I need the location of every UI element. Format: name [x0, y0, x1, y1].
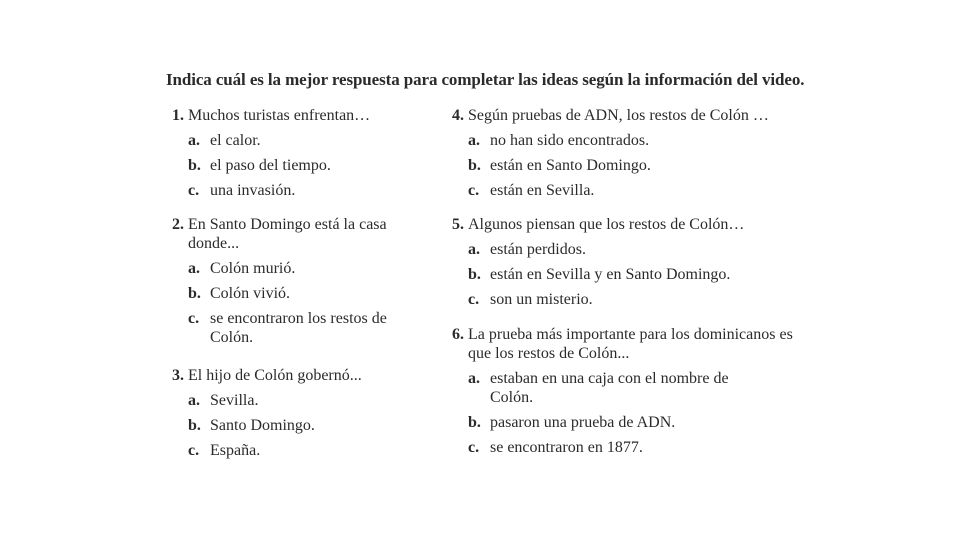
question-number: 1. — [172, 107, 184, 124]
option-letter: c. — [188, 182, 200, 199]
option-letter: b. — [468, 266, 481, 283]
option-text: se encontraron los restos de Colón. — [210, 310, 387, 346]
option-c — [188, 181, 412, 200]
option-c — [188, 309, 407, 347]
option-letter: c. — [188, 310, 200, 327]
option-letter: b. — [468, 414, 481, 431]
option-a — [468, 131, 792, 150]
question-stem — [452, 215, 792, 234]
option-b — [468, 265, 792, 284]
option-letter: c. — [468, 439, 480, 456]
option-a — [468, 369, 738, 407]
option-c — [188, 441, 412, 460]
question-text: La prueba más importante para los dominicanos es que los restos de Colón... — [468, 326, 793, 362]
option-text: estaban en una caja con el nombre de Colón. — [490, 370, 729, 406]
question-number: 6. — [452, 326, 464, 343]
question-text: Según pruebas de ADN, los restos de Colón … — [468, 107, 769, 124]
option-a — [188, 391, 412, 410]
option-letter: b. — [188, 157, 201, 174]
question-text: Muchos turistas enfrentan… — [188, 107, 371, 124]
option-letter: a. — [468, 241, 480, 258]
option-a — [188, 131, 412, 150]
question-6 — [452, 325, 802, 463]
option-b — [188, 156, 412, 175]
option-letter: a. — [468, 370, 480, 387]
instruction-heading: Indica cuál es la mejor respuesta para completar las ideas según la información del video. — [166, 70, 805, 89]
question-number: 2. — [172, 216, 184, 233]
option-text: una invasión. — [210, 182, 296, 199]
option-a — [188, 259, 407, 278]
question-3 — [172, 366, 412, 466]
option-b — [468, 413, 802, 432]
option-text: están en Sevilla. — [490, 182, 595, 199]
option-a — [468, 240, 792, 259]
question-stem — [452, 106, 792, 125]
option-text: están en Santo Domingo. — [490, 157, 651, 174]
question-number: 4. — [452, 107, 464, 124]
question-stem — [172, 106, 412, 125]
option-text: están en Sevilla y en Santo Domingo. — [490, 266, 731, 283]
option-letter: b. — [468, 157, 481, 174]
option-text: Santo Domingo. — [210, 417, 315, 434]
option-text: son un misterio. — [490, 291, 593, 308]
option-letter: b. — [188, 417, 201, 434]
option-text: se encontraron en 1877. — [490, 439, 643, 456]
question-stem — [452, 325, 802, 363]
option-text: el calor. — [210, 132, 261, 149]
option-c — [468, 181, 792, 200]
option-b — [188, 416, 412, 435]
question-1 — [172, 106, 412, 206]
option-text: el paso del tiempo. — [210, 157, 331, 174]
question-5 — [452, 215, 792, 315]
option-text: no han sido encontrados. — [490, 132, 650, 149]
question-text: Algunos piensan que los restos de Colón… — [468, 216, 745, 233]
question-number: 5. — [452, 216, 464, 233]
question-text: En Santo Domingo está la casa donde... — [188, 216, 387, 252]
option-letter: a. — [188, 392, 200, 409]
question-number: 3. — [172, 367, 184, 384]
question-text: El hijo de Colón gobernó... — [188, 367, 362, 384]
option-letter: a. — [468, 132, 480, 149]
option-text: Colón vivió. — [210, 285, 291, 302]
question-2 — [172, 215, 407, 353]
option-text: Colón murió. — [210, 260, 296, 277]
option-b — [468, 156, 792, 175]
option-c — [468, 290, 792, 309]
question-stem — [172, 215, 407, 253]
option-text: Sevilla. — [210, 392, 259, 409]
option-c — [468, 438, 802, 457]
option-letter: a. — [188, 260, 200, 277]
option-letter: c. — [468, 291, 480, 308]
option-letter: a. — [188, 132, 200, 149]
option-b — [188, 284, 407, 303]
option-text: España. — [210, 442, 261, 459]
option-text: están perdidos. — [490, 241, 586, 258]
question-4 — [452, 106, 792, 206]
option-letter: c. — [188, 442, 200, 459]
option-letter: c. — [468, 182, 480, 199]
option-letter: b. — [188, 285, 201, 302]
question-stem — [172, 366, 412, 385]
option-text: pasaron una prueba de ADN. — [490, 414, 676, 431]
